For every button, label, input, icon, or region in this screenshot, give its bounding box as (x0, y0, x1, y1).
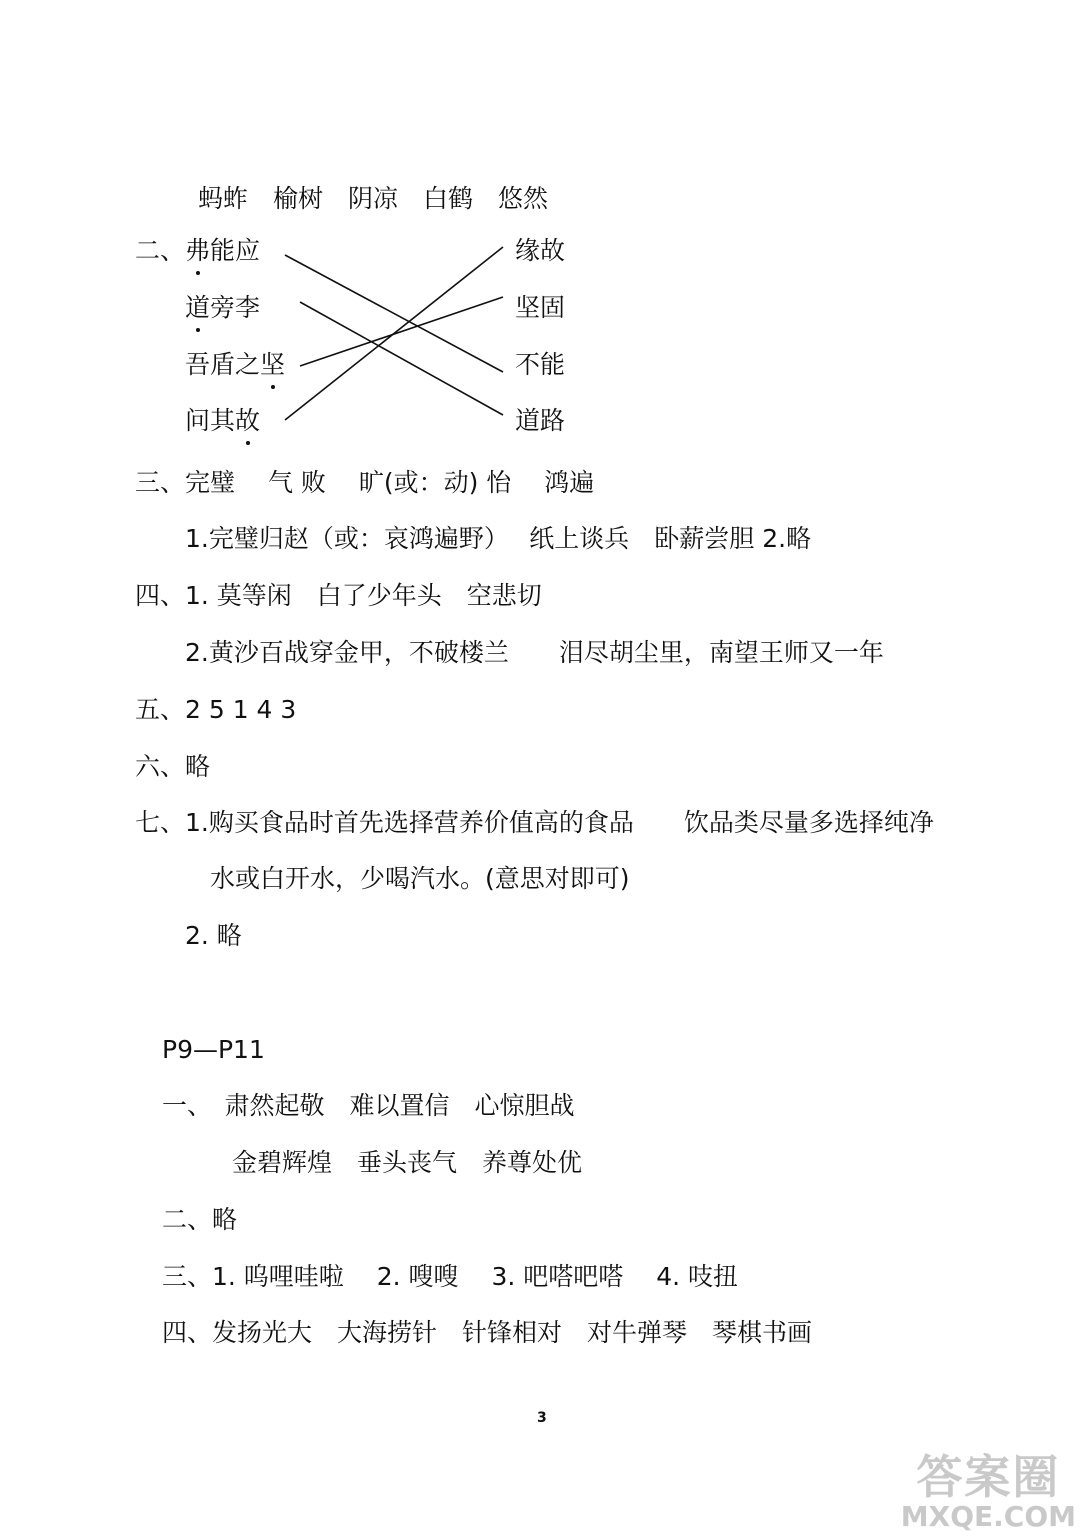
page-number: 3 (537, 1410, 547, 1426)
match-right-3: 道路 (515, 406, 566, 435)
emphasis-dot-char: 故 (235, 406, 261, 435)
match-left-3: 问其故 (185, 406, 261, 435)
sec2-marker: 二、 (135, 236, 186, 265)
sec3-line1: 三、完璧 气 败 旷(或：动) 怡 鸿遍 (135, 468, 595, 497)
match-right-1: 坚固 (515, 293, 566, 322)
sec6: 六、略 (135, 752, 211, 781)
match-left-0: 弗能应 (185, 236, 261, 265)
watermark-domain: MXQE.COM (900, 1500, 1076, 1533)
match-left-1: 道旁李 (185, 293, 261, 322)
emphasis-dot-char: 坚 (260, 350, 286, 379)
watermark-logo (901, 1452, 1076, 1532)
match-left-2: 吾盾之坚 (185, 350, 286, 379)
sec7-line3: 2. 略 (185, 921, 242, 950)
p9-sec2: 二、略 (162, 1205, 238, 1234)
watermark-text: 答案圈 (916, 1450, 1061, 1504)
sec5: 五、2 5 1 4 3 (135, 695, 297, 724)
emphasis-dot-char: 道 (185, 293, 211, 322)
sec3-line2: 1.完璧归赵（或：哀鸿遍野） 纸上谈兵 卧薪尝胆 2.略 (185, 524, 812, 553)
sec4-line1: 四、1. 莫等闲 白了少年头 空悲切 (135, 581, 542, 610)
match-right-2: 不能 (515, 350, 566, 379)
sec1-words: 蚂蚱 榆树 阴凉 白鹤 悠然 (198, 184, 549, 213)
sec4-line2: 2.黄沙百战穿金甲，不破楼兰 泪尽胡尘里，南望王师又一年 (185, 638, 884, 667)
sec7-line1: 七、1.购买食品时首先选择营养价值高的食品 饮品类尽量多选择纯净 (135, 808, 934, 837)
match-right-0: 缘故 (515, 236, 566, 265)
match-line (300, 302, 503, 415)
sec7-line2: 水或白开水，少喝汽水。(意思对即可) (210, 864, 630, 893)
emphasis-dot-char: 弗 (185, 236, 211, 265)
p9-sec4: 四、发扬光大 大海捞针 针锋相对 对牛弹琴 琴棋书画 (162, 1318, 813, 1347)
p9-header: P9—P11 (162, 1035, 265, 1064)
p9-sec3: 三、1. 呜哩哇啦 2. 嗖嗖 3. 吧嗒吧嗒 4. 吱扭 (162, 1262, 739, 1291)
p9-sec1-line2: 金碧辉煌 垂头丧气 养尊处优 (232, 1148, 583, 1177)
p9-sec1-line1: 一、 肃然起敬 难以置信 心惊胆战 (162, 1091, 575, 1120)
